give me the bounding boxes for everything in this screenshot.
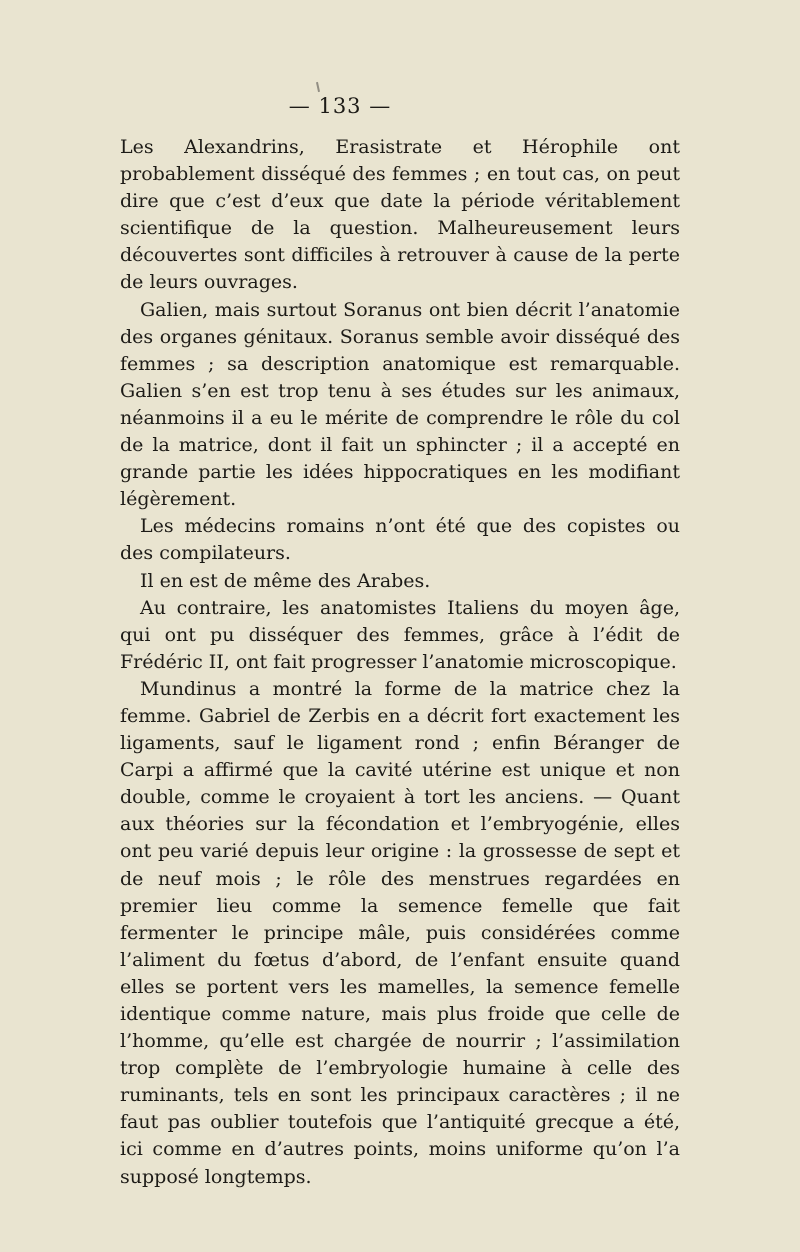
paragraph-galien-soranus: Galien, mais surtout Soranus ont bien décrit l’anatomie des organes génitaux. Soranus semble avoir disséqué des femmes ; sa description anatomique est remarquable. Galien s’en est trop tenu à ses études sur les animaux, néanmoins il a eu le mérite de comprendre le rôle du col de la matrice, dont il fait un sphincter ; il a accepté en grande partie les idées hippocratiques en les modifiant légèrement.: [120, 298, 680, 511]
page-number: — 133 —: [288, 94, 392, 118]
body-text: [120, 134, 680, 1191]
paragraph-anatomistes-italiens: Au contraire, les anatomistes Italiens du moyen âge, qui ont pu disséquer des femmes, grâce à l’édit de Frédéric II, ont fait progresser l’anatomie microscopique.: [120, 596, 680, 673]
paragraph-mundinus: Mundinus a montré la forme de la matrice chez la femme. Gabriel de Zerbis en a décrit fort exactement les ligaments, sauf le ligament rond ; enfin Béranger de Carpi a affirmé que la cavité utérine est unique et non double, comme le croyaient à tort les anciens. — Quant aux théories sur la fécondation et l’embryogénie, elles ont peu varié depuis leur origine : la grossesse de sept et de neuf mois ; le rôle des menstrues regardées en premier lieu comme la semence femelle que fait fermenter le principe mâle, puis considérées comme l’aliment du fœtus d’abord, de l’enfant ensuite quand elles se portent vers les mamelles, la semence femelle identique comme nature, mais plus froide que celle de l’homme, qu’elle est chargée de nourrir ; l’assimilation trop complète de l’embryologie humaine à celle des ruminants, tels en sont les principaux caractères ; il ne faut pas oublier toutefois que l’antiquité grecque a été, ici comme en d’autres points, moins uniforme qu’on l’a supposé longtemps.: [120, 677, 680, 1188]
paragraph-alexandrins: Les Alexandrins, Erasistrate et Hérophile ont probablement disséqué des femmes ; en tout cas, on peut dire que c’est d’eux que date la période véritablement scientifique de la question. Malheureusement leurs découvertes sont difficiles à retrouver à cause de la perte de leurs ouvrages.: [120, 136, 680, 294]
paragraph-arabes: Il en est de même des Arabes.: [140, 569, 431, 592]
paragraph-medecins-romains: Les médecins romains n’ont été que des copistes ou des compilateurs.: [120, 515, 680, 565]
stray-mark: [316, 82, 320, 92]
